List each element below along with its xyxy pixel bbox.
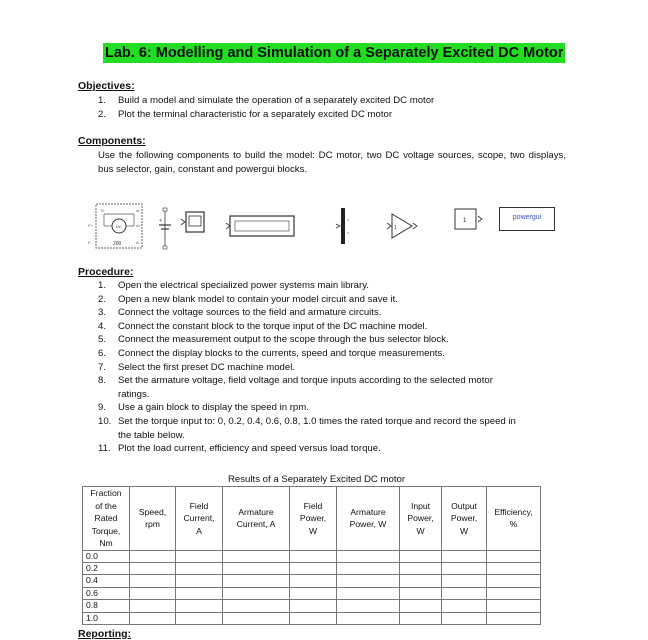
table-row: 0.2 [83,562,541,574]
procedure-item: 6. Connect the display blocks to the currents, speed and torque measurements. [98,347,445,359]
results-table [82,486,541,625]
col-armature-current-header: Armature Current, A [223,487,290,551]
procedure-item: 2. Open a new blank model to contain your model circuit and save it. [98,293,398,305]
procedure-item: 8. Set the armature voltage, field voltage and torque inputs according to the selected motor [98,375,493,387]
svg-text:TL: TL [100,208,105,213]
objectives-list [98,94,434,121]
procedure-item: 11. Plot the load current, efficiency and speed versus load torque. [98,443,381,455]
table-row: 0.6 [83,587,541,599]
col-input-power-header: Input Power, W [400,487,442,551]
svg-text:DC: DC [116,224,122,229]
col-armature-power-header: Armature Power, W [337,487,400,551]
procedure-item: 10. Set the torque input to: 0, 0.2, 0.4, 0.6, 0.8, 1.0 times the rated torque and record the speed in [98,415,516,427]
svg-text:<: < [347,217,350,222]
procedure-item: 7. Select the first preset DC machine model. [98,361,296,373]
procedure-heading: Procedure: [78,266,134,278]
procedure-item: the table below. [118,429,185,441]
col-fraction-header: Fraction of the Rated Torque, Nm [83,487,130,551]
svg-text:<: < [347,230,350,235]
scope-block [181,212,204,232]
procedure-item: 4. Connect the constant block to the torque input of the DC machine model. [98,320,428,332]
component-blocks-figure [86,200,566,256]
svg-text:F+: F+ [88,223,93,228]
table-row: 0.4 [83,575,541,587]
table-row: 0.0 [83,550,541,562]
col-efficiency-header: Efficiency, % [487,487,541,551]
dc-voltage-source-block [159,208,171,249]
procedure-item: 1. Open the electrical specialized power systems main library. [98,280,369,291]
objectives-heading: Objectives: [78,80,135,92]
bus-selector-block [336,208,350,244]
col-output-power-header: Output Power, W [442,487,487,551]
svg-text:F-: F- [88,240,92,245]
components-text: Use the following components to build the model: DC motor, two DC voltage sources, scope, two displays, bus selector, gain, constant and powergui blocks. [98,150,566,175]
objective-item: 1. Build a model and simulate the operation of a separately excited DC motor [98,95,435,106]
table-row: 1.0 [83,612,541,624]
objective-item: 2. Plot the terminal characteristic for a separately excited DC motor [98,108,393,120]
table-row: 0.8 [83,600,541,612]
gain-block [387,214,417,238]
table-header-row [83,487,541,551]
col-field-power-header: Field Power, W [290,487,337,551]
dc-machine-block [88,204,142,248]
procedure-item: 5. Connect the measurement output to the scope through the bus selector block. [98,334,449,346]
svg-text:+: + [159,218,162,224]
col-field-current-header: Field Current, A [176,487,223,551]
powergui-block: powergui [499,207,555,231]
display-block [226,216,294,236]
procedure-item: ratings. [118,388,150,400]
svg-text:A-: A- [136,240,140,245]
components-heading: Components: [78,135,146,147]
constant-label: 1 [463,218,467,224]
procedure-list [98,279,516,456]
procedure-item: 3. Connect the voltage sources to the field and armature circuits. [98,307,382,319]
svg-text:A+: A+ [136,223,142,228]
reporting-heading: Reporting: [78,628,132,640]
motor-label: 200 [113,241,122,247]
procedure-item: 9. Use a gain block to display the speed in rpm. [98,402,309,414]
constant-block [455,209,482,229]
col-speed-header: Speed, rpm [130,487,176,551]
page-title: Lab. 6: Modelling and Simulation of a Separately Excited DC Motor [105,45,564,61]
table-caption: Results of a Separately Excited DC motor [228,474,406,485]
gain-label: 1 [394,225,397,231]
svg-text:m: m [136,208,140,213]
